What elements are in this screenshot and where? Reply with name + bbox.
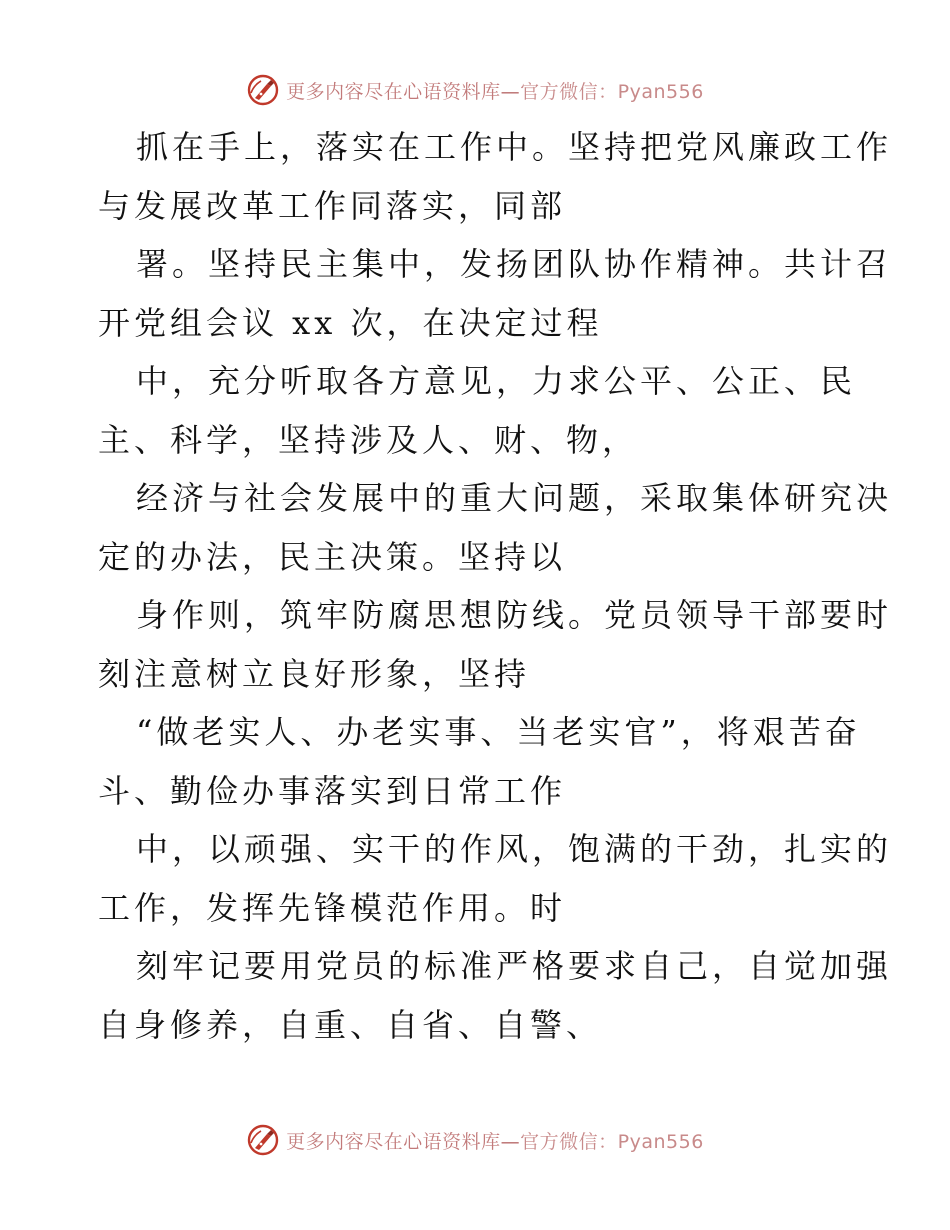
paragraph bbox=[98, 235, 893, 352]
paragraph-line: 抓在手上，落实在工作中。坚持把党风廉政工作 bbox=[136, 128, 893, 166]
paragraph-line: “做老实人、办老实事、当老实官”，将艰苦奋 bbox=[136, 713, 861, 751]
paragraph-line: 刻牢记要用党员的标准严格要求自己，自觉加强 bbox=[136, 947, 893, 985]
header-banner-text bbox=[286, 77, 704, 104]
footer-banner-content bbox=[246, 1123, 704, 1157]
banner-contact-text: 官方微信：Pyan556 bbox=[520, 1130, 704, 1153]
paragraph bbox=[98, 937, 893, 1054]
paragraph bbox=[98, 820, 893, 937]
paragraph-line: 身作则，筑牢防腐思想防线。党员领导干部要时 bbox=[136, 596, 893, 634]
paragraph-line: 与发展改革工作同落实，同部 bbox=[98, 186, 567, 225]
banner-separator: — bbox=[500, 1130, 521, 1153]
paragraph bbox=[98, 586, 893, 703]
paragraph-line: 刻注意树立良好形象，坚持 bbox=[98, 654, 531, 693]
paragraph-line: 署。坚持民主集中，发扬团队协作精神。共计召 bbox=[136, 245, 893, 283]
paragraph-line: 中，以顽强、实干的作风，饱满的干劲，扎实的 bbox=[136, 830, 893, 868]
paragraph-line: 中，充分听取各方意见，力求公平、公正、民 bbox=[136, 362, 857, 400]
paragraph bbox=[98, 118, 893, 235]
paragraph-line: 开党组会议 xx 次，在决定过程 bbox=[98, 303, 603, 342]
banner-lead-text: 更多内容尽在心语资料库 bbox=[286, 80, 501, 103]
pen-nib-logo-icon bbox=[246, 73, 280, 107]
paragraph-line: 工作，发挥先锋模范作用。时 bbox=[98, 888, 567, 927]
paragraph-line: 定的办法，民主决策。坚持以 bbox=[98, 537, 567, 576]
paragraph-line: 主、科学，坚持涉及人、财、物， bbox=[98, 420, 639, 459]
document-body bbox=[98, 118, 893, 1054]
paragraph bbox=[98, 703, 861, 820]
paragraph bbox=[98, 352, 858, 469]
paragraph bbox=[98, 469, 893, 586]
pen-nib-logo-icon bbox=[246, 1123, 280, 1157]
paragraph-line: 自身修养，自重、自省、自警、 bbox=[98, 1005, 603, 1044]
banner-lead-text: 更多内容尽在心语资料库 bbox=[286, 1130, 501, 1153]
paragraph-line: 经济与社会发展中的重大问题，采取集体研究决 bbox=[136, 479, 893, 517]
banner-separator: — bbox=[500, 80, 521, 103]
paragraph-line: 斗、勤俭办事落实到日常工作 bbox=[98, 771, 567, 810]
header-banner bbox=[0, 70, 950, 110]
footer-banner bbox=[0, 1120, 950, 1160]
banner-contact-text: 官方微信：Pyan556 bbox=[520, 80, 704, 103]
header-banner-content bbox=[246, 73, 704, 107]
footer-banner-text bbox=[286, 1127, 704, 1154]
